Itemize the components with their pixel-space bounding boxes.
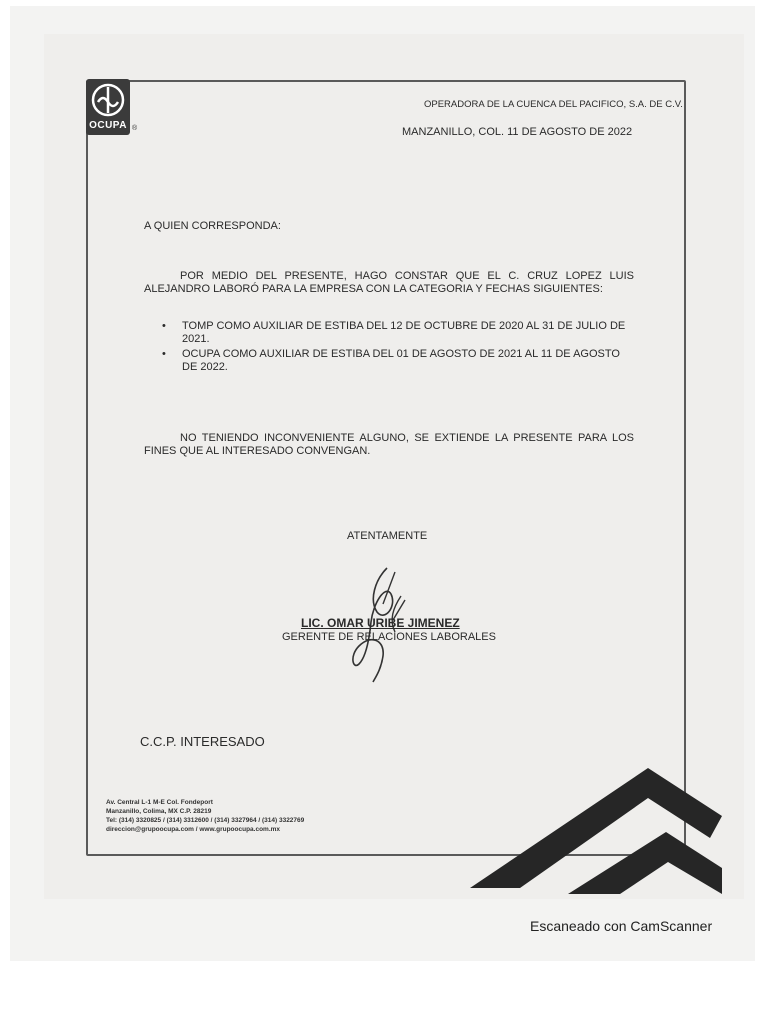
logo-text: OCUPA (89, 120, 127, 131)
bullet-icon: • (162, 320, 166, 332)
signer-name: LIC. OMAR URIBE JIMENEZ (301, 616, 460, 630)
address-phone-line: Tel: (314) 3320825 / (314) 3312600 / (314) 3327964 / (314) 3322769 (106, 817, 305, 824)
list-item (162, 348, 636, 374)
greeting: A QUIEN CORRESPONDA: (144, 220, 281, 232)
logo-emblem-icon (90, 82, 126, 118)
closing-paragraph-text: NO TENIENDO INCONVENIENTE ALGUNO, SE EXTIENDE LA PRESENTE PARA LOS FINES QUE AL INTERESADO CONVENGAN. (144, 432, 634, 457)
signer-title: GERENTE DE RELACIONES LABORALES (282, 631, 496, 643)
place-date: MANZANILLO, COL. 11 DE AGOSTO DE 2022 (402, 126, 633, 138)
certification-paragraph-text: POR MEDIO DEL PRESENTE, HAGO CONSTAR QUE EL C. CRUZ LOPEZ LUIS ALEJANDRO LABORÓ PARA LA EMPRESA CON LA CATEGORIA Y FECHAS SIGUIENTES: (144, 270, 634, 295)
company-name: OPERADORA DE LA CUENCA DEL PACIFICO, S.A. DE C.V. (424, 99, 683, 110)
address-web-line: direccion@grupoocupa.com / www.grupoocupa.com.mx (106, 826, 281, 833)
camscanner-label: Escaneado con CamScanner (530, 918, 713, 934)
registered-mark: ® (132, 125, 138, 132)
employment-company: OCUPA (182, 348, 220, 360)
address-line: Av. Central L-1 M-E Col. Fondeport (106, 799, 213, 806)
closing-paragraph (144, 432, 634, 458)
bullet-icon: • (162, 348, 166, 360)
employment-details: COMO AUXILIAR DE ESTIBA DEL 01 DE AGOSTO DE 2021 AL 11 DE AGOSTO DE 2022. (182, 348, 620, 373)
employment-list (162, 320, 636, 376)
certification-paragraph (144, 270, 634, 296)
decorative-chevrons (470, 768, 722, 896)
company-logo (86, 79, 130, 135)
address-line: Manzanillo, Colima, MX C.P. 28219 (106, 808, 212, 815)
closing-salutation: ATENTAMENTE (347, 530, 428, 542)
company-address (106, 798, 304, 834)
ccp-line: C.C.P. INTERESADO (140, 734, 265, 749)
employment-company: TOMP (182, 320, 214, 332)
list-item (162, 320, 636, 346)
employment-details: COMO AUXILIAR DE ESTIBA DEL 12 DE OCTUBRE DE 2020 AL 31 DE JULIO DE 2021. (182, 320, 626, 345)
